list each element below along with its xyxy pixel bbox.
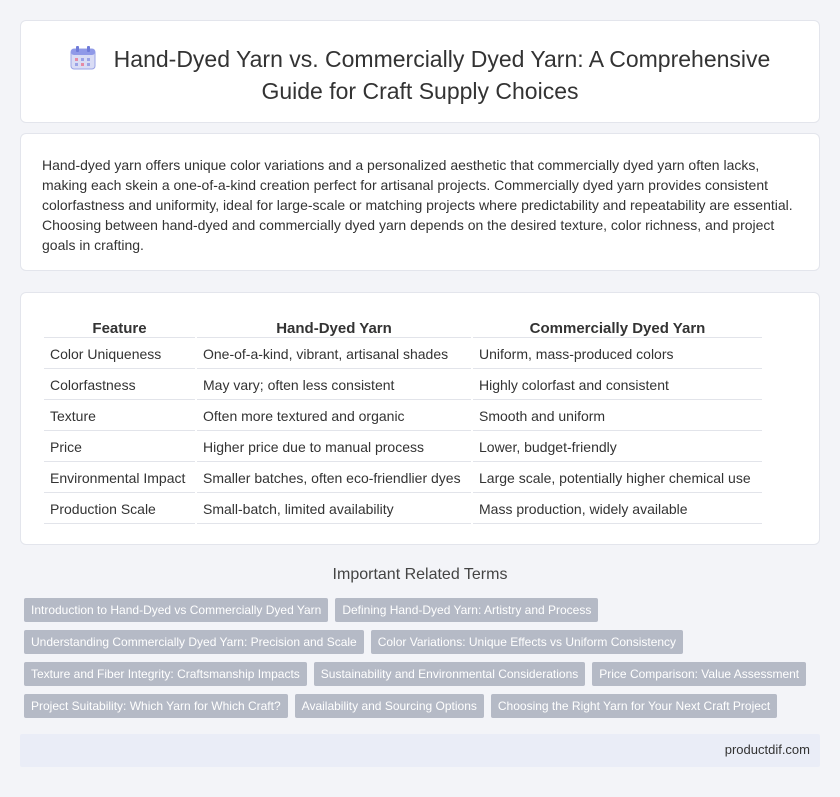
- header-hand-dyed: Hand-Dyed Yarn: [197, 317, 471, 338]
- comparison-card: [20, 292, 820, 545]
- cell-feature: Texture: [44, 402, 195, 431]
- cell-commercial: Lower, budget-friendly: [473, 433, 762, 462]
- related-term-tag[interactable]: Introduction to Hand-Dyed vs Commercially Dyed Yarn: [24, 598, 328, 622]
- related-term-tag[interactable]: Understanding Commercially Dyed Yarn: Precision and Scale: [24, 630, 364, 654]
- related-term-tag[interactable]: Price Comparison: Value Assessment: [592, 662, 806, 686]
- table-row: [44, 371, 762, 400]
- cell-commercial: Large scale, potentially higher chemical use: [473, 464, 762, 493]
- title-line-2: Guide for Craft Supply Choices: [261, 78, 579, 104]
- header-feature: Feature: [44, 317, 195, 338]
- cell-commercial: Smooth and uniform: [473, 402, 762, 431]
- cell-commercial: Uniform, mass-produced colors: [473, 340, 762, 369]
- cell-hand-dyed: Small-batch, limited availability: [197, 495, 471, 524]
- tag-row: [24, 630, 824, 662]
- cell-hand-dyed: May vary; often less consistent: [197, 371, 471, 400]
- related-term-tag[interactable]: Sustainability and Environmental Considerations: [314, 662, 585, 686]
- intro-card: [20, 133, 820, 271]
- table-header-row: [44, 317, 762, 338]
- tag-row: [24, 694, 824, 726]
- table-row: [44, 340, 762, 369]
- related-term-tag[interactable]: Defining Hand-Dyed Yarn: Artistry and Process: [335, 598, 598, 622]
- cell-hand-dyed: Often more textured and organic: [197, 402, 471, 431]
- cell-commercial: Mass production, widely available: [473, 495, 762, 524]
- footer: [20, 734, 820, 767]
- cell-feature: Colorfastness: [44, 371, 195, 400]
- related-term-tag[interactable]: Color Variations: Unique Effects vs Uniform Consistency: [371, 630, 683, 654]
- cell-feature: Production Scale: [44, 495, 195, 524]
- tag-row: [24, 598, 824, 630]
- intro-paragraph: Hand-dyed yarn offers unique color variations and a personalized aesthetic that commercially dyed yarn often lacks, making each skein a one-of-a-kind creation perfect for artisanal projects. Commercially dyed yarn provides consistent colorfastness and uniformity, ideal for large-scale or matching projects where predictability and repeatability are essential. Choosing between hand-dyed and commercially dyed yarn depends on the desired texture, color richness, and project goals in crafting.: [42, 157, 793, 253]
- header-commercial: Commercially Dyed Yarn: [473, 317, 762, 338]
- cell-feature: Price: [44, 433, 195, 462]
- calendar-icon: [70, 46, 96, 77]
- related-term-tag[interactable]: Choosing the Right Yarn for Your Next Craft Project: [491, 694, 777, 718]
- table-row: [44, 433, 762, 462]
- cell-hand-dyed: One-of-a-kind, vibrant, artisanal shades: [197, 340, 471, 369]
- related-term-tag[interactable]: Texture and Fiber Integrity: Craftsmanship Impacts: [24, 662, 307, 686]
- page-title: [21, 45, 819, 106]
- related-term-tag[interactable]: Availability and Sourcing Options: [295, 694, 484, 718]
- cell-hand-dyed: Higher price due to manual process: [197, 433, 471, 462]
- cell-feature: Environmental Impact: [44, 464, 195, 493]
- table-row: [44, 402, 762, 431]
- related-terms-list: [24, 598, 824, 726]
- cell-hand-dyed: Smaller batches, often eco-friendlier dyes: [197, 464, 471, 493]
- cell-feature: Color Uniqueness: [44, 340, 195, 369]
- footer-site-link[interactable]: productdif.com: [724, 742, 810, 757]
- title-line-1: Hand-Dyed Yarn vs. Commercially Dyed Yarn: A Comprehensive: [113, 46, 771, 72]
- tag-row: [24, 662, 824, 694]
- header-card: [20, 20, 820, 123]
- table-row: [44, 464, 762, 493]
- table-row: [44, 495, 762, 524]
- cell-commercial: Highly colorfast and consistent: [473, 371, 762, 400]
- related-terms-title: Important Related Terms: [332, 566, 508, 583]
- related-term-tag[interactable]: Project Suitability: Which Yarn for Which Craft?: [24, 694, 288, 718]
- comparison-table: [42, 315, 764, 526]
